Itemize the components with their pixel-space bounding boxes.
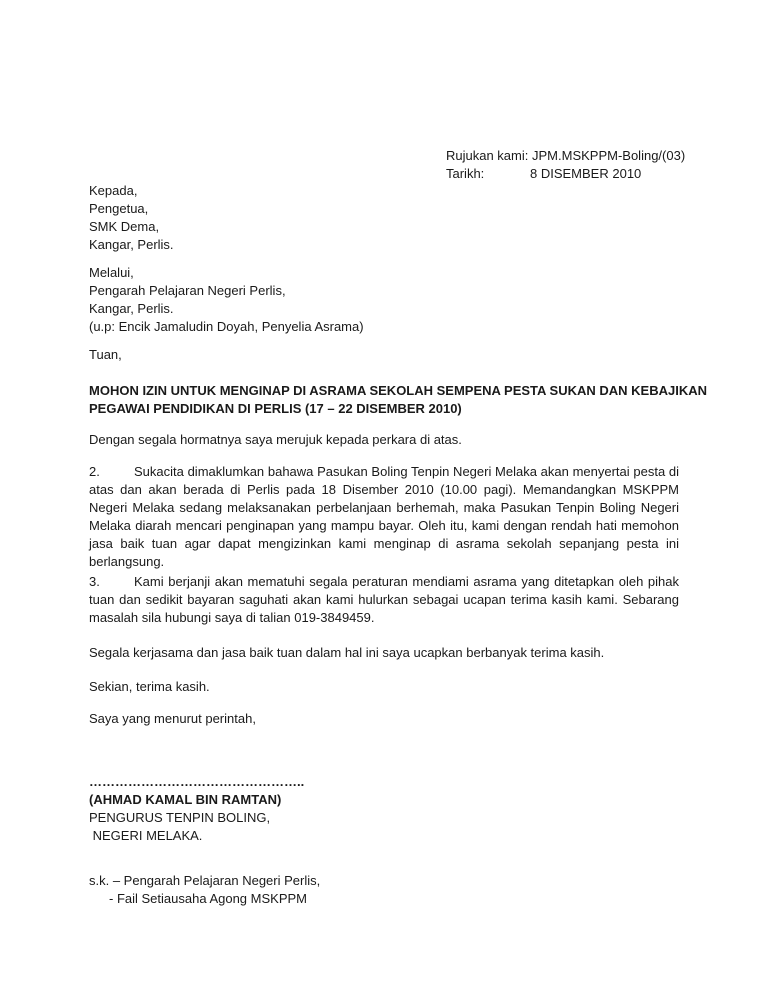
paragraph-2-text: Sukacita dimaklumkan bahawa Pasukan Boling Tenpin Negeri Melaka akan menyertai pesta di atas dan akan berada di Perlis pada 18 Disember 2010 (10.00 pagi). Memandangkan MSKPPM Negeri Melaka sedang melaksanakan perbelanjaan berhemah, maka Pasukan Tenpin Boling Negeri Melaka diarah mencari penginapan yang mampu bayar. Oleh itu, kami dengan rendah hati memohon jasa baik tuan agar dapat mengizinkan kami menginap di asrama sekolah sepanjang pesta ini berlangsung.: [89, 464, 679, 569]
signatory-name: (AHMAD KAMAL BIN RAMTAN): [89, 792, 282, 807]
thanks-sentence: Segala kerjasama dan jasa baik tuan dalam hal ini saya ucapkan berbanyak terima kasih.: [89, 645, 605, 660]
recipient-line: Pengetua,: [89, 201, 149, 216]
salutation: Tuan,: [89, 347, 122, 362]
rujukan-value: JPM.MSKPPM-Boling/(03): [532, 148, 686, 163]
signature-block: [89, 773, 679, 845]
subject-line-1: MOHON IZIN UNTUK MENGINAP DI ASRAMA SEKOLAH SEMPENA PESTA SUKAN DAN KEBAJIKAN: [89, 383, 708, 398]
cc-block: [89, 872, 679, 908]
recipient-address: [89, 182, 679, 254]
sign-off: Saya yang menurut perintah,: [89, 711, 256, 726]
paragraph-2: [89, 463, 679, 571]
cc-line-1: s.k. – Pengarah Pelajaran Negeri Perlis,: [89, 873, 321, 888]
recipient-line: SMK Dema,: [89, 219, 160, 234]
via-line: (u.p: Encik Jamaludin Doyah, Penyelia Asrama): [89, 319, 364, 334]
signature-dots: …………………………………………..: [89, 774, 305, 789]
via-line: Pengarah Pelajaran Negeri Perlis,: [89, 283, 286, 298]
opening-sentence: Dengan segala hormatnya saya merujuk kepada perkara di atas.: [89, 432, 462, 447]
subject-line-2: PEGAWAI PENDIDIKAN DI PERLIS (17 – 22 DISEMBER 2010): [89, 401, 462, 416]
signatory-title: PENGURUS TENPIN BOLING,: [89, 810, 271, 825]
via-address: [89, 264, 679, 336]
reference-block: [446, 147, 746, 183]
reference-line: [446, 147, 746, 165]
rujukan-label: Rujukan kami:: [446, 148, 529, 163]
recipient-line: Kangar, Perlis.: [89, 237, 174, 252]
subject-heading: [89, 382, 709, 418]
paragraph-3-text: Kami berjanji akan mematuhi segala peraturan mendiami asrama yang ditetapkan oleh pihak tuan dan sedikit bayaran saguhati akan kami hulurkan sebagai ucapan terima kasih kami. Sebarang masalah sila hubungi saya di talian 019-3849459.: [89, 574, 679, 625]
paragraph-2-number: 2.: [89, 464, 100, 479]
date-line: [446, 165, 746, 183]
paragraph-3: [89, 573, 679, 627]
signatory-state: NEGERI MELAKA.: [89, 828, 203, 843]
tarikh-label: Tarikh:: [446, 166, 485, 181]
via-line: Kangar, Perlis.: [89, 301, 174, 316]
via-line: Melalui,: [89, 265, 134, 280]
cc-line-2: - Fail Setiausaha Agong MSKPPM: [109, 891, 307, 906]
recipient-line: Kepada,: [89, 183, 138, 198]
closing-sentence: Sekian, terima kasih.: [89, 679, 210, 694]
paragraph-3-number: 3.: [89, 574, 100, 589]
tarikh-value: 8 DISEMBER 2010: [530, 166, 642, 181]
